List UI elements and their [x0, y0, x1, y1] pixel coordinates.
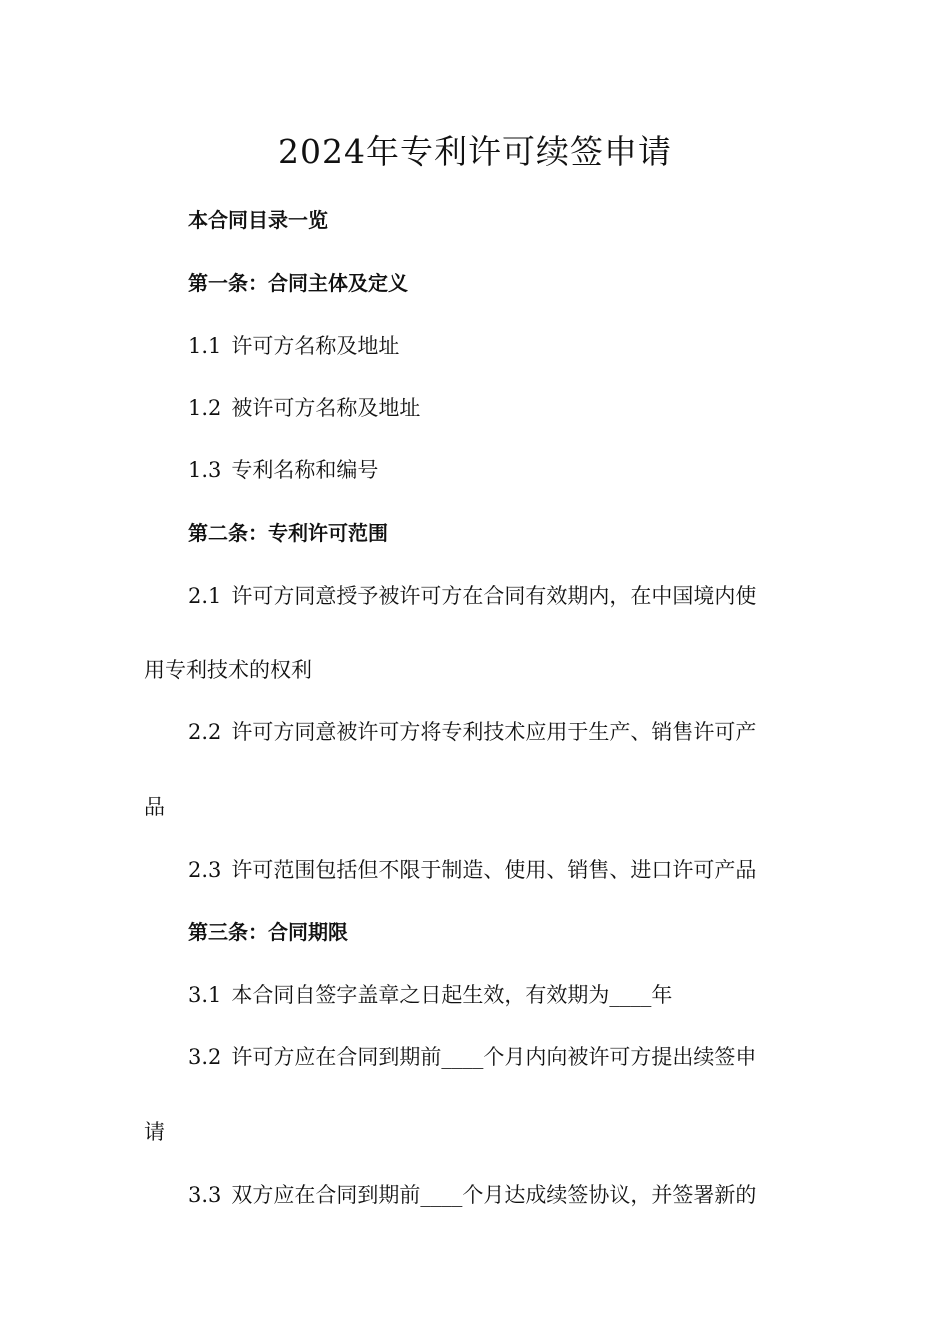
- clause-text: 许可方名称及地址: [231, 334, 400, 358]
- toc-heading: 本合同目录一览: [188, 208, 328, 232]
- article-1-heading: 第一条：合同主体及定义: [188, 271, 408, 295]
- clause-number: 3.3: [188, 1183, 222, 1207]
- clause-number: 1.3: [188, 458, 222, 482]
- article-2-heading: 第二条：专利许可范围: [188, 521, 388, 545]
- clause-2-2-continuation: 品: [144, 795, 165, 819]
- clause-2-1: [188, 581, 756, 611]
- clause-text: 许可方应在合同到期前____个月内向被许可方提出续签申: [231, 1045, 757, 1069]
- clause-1-1: [188, 331, 399, 361]
- clause-2-2: [188, 717, 756, 747]
- clause-3-1: [188, 980, 672, 1010]
- clause-number: 3.2: [188, 1045, 222, 1069]
- clause-number: 1.1: [188, 334, 222, 358]
- clause-number: 2.1: [188, 584, 222, 608]
- clause-text: 许可方同意被许可方将专利技术应用于生产、销售许可产: [231, 720, 757, 744]
- clause-text: 本合同自签字盖章之日起生效，有效期为____年: [231, 983, 673, 1007]
- clause-1-2: [188, 393, 420, 423]
- clause-3-3: [188, 1180, 756, 1210]
- clause-number: 2.3: [188, 858, 222, 882]
- clause-1-3: [188, 455, 378, 485]
- clause-2-1-continuation: 用专利技术的权利: [144, 658, 312, 682]
- clause-number: 2.2: [188, 720, 222, 744]
- clause-text: 被许可方名称及地址: [231, 396, 421, 420]
- clause-3-2: [188, 1042, 756, 1072]
- clause-text: 许可方同意授予被许可方在合同有效期内，在中国境内使: [231, 584, 757, 608]
- clause-text: 双方应在合同到期前____个月达成续签协议，并签署新的: [231, 1183, 757, 1207]
- clause-number: 3.1: [188, 983, 222, 1007]
- article-3-heading: 第三条：合同期限: [188, 920, 348, 944]
- clause-text: 许可范围包括但不限于制造、使用、销售、进口许可产品: [231, 858, 757, 882]
- clause-2-3: [188, 855, 756, 885]
- clause-text: 专利名称和编号: [231, 458, 379, 482]
- clause-3-2-continuation: 请: [144, 1120, 165, 1144]
- clause-number: 1.2: [188, 396, 222, 420]
- document-title: 2024年专利许可续签申请: [278, 132, 672, 171]
